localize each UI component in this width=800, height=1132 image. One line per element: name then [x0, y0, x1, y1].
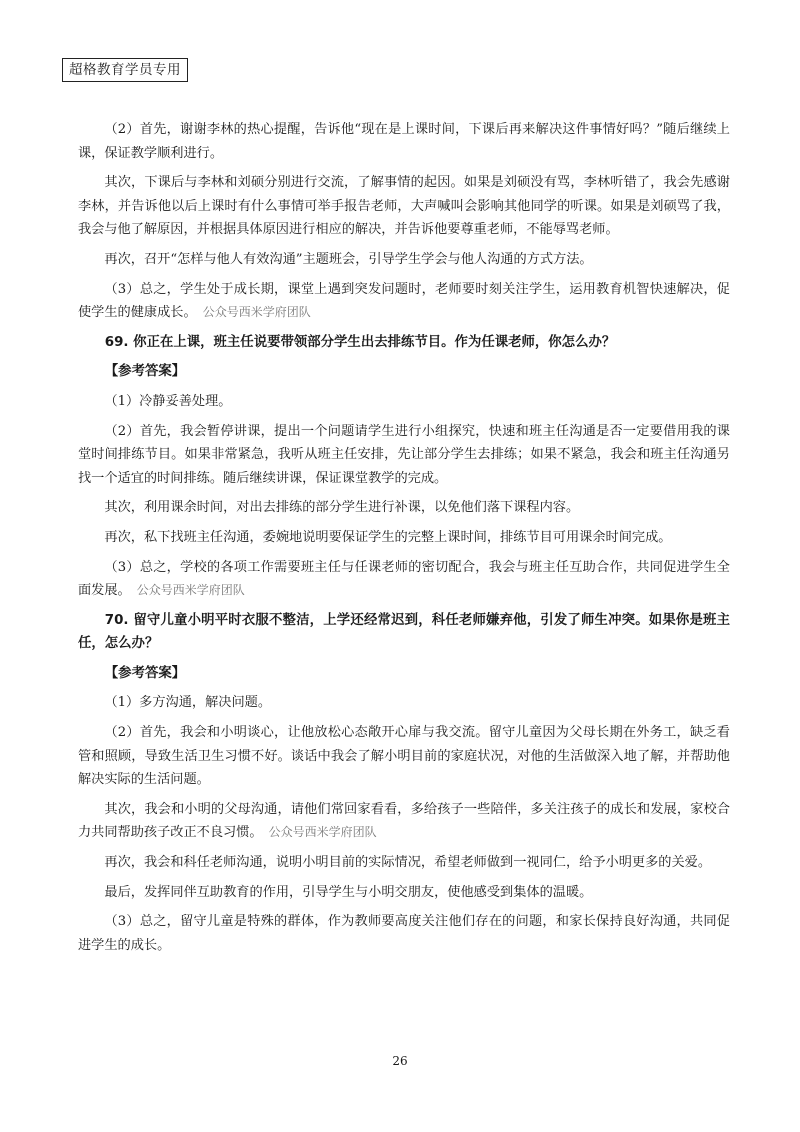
page-number: 26: [392, 1054, 408, 1068]
paragraph: （1）冷静妥善处理。: [104, 393, 232, 409]
watermark-text: 公众号西米学府团队: [136, 583, 245, 598]
paragraph: 再次，私下找班主任沟通，委婉地说明要保证学生的完整上课时间，排练节目可用课余时间完成。: [104, 529, 672, 545]
question-heading: 70. 留守儿童小明平时衣服不整洁，上学还经常迟到，科任老师嫌弃他，引发了师生冲突。如果你是班主任，怎么办？: [78, 612, 730, 652]
paragraph: 再次，我会和科任老师沟通，说明小明目前的实际情况，希望老师做到一视同仁，给予小明更多的关爱。: [104, 855, 712, 871]
watermark-text: 公众号西米学府团队: [268, 825, 377, 840]
paragraph: （2）首先，我会和小明谈心，让他放松心态敞开心扉与我交流。留守儿童因为父母长期在外务工，缺乏看管和照顾，导致生活卫生习惯不好。谈话中我会了解小明目前的家庭状况，对他的生活做深入地了解，并帮助他解决实际的生活问题。: [78, 725, 730, 788]
paragraph: （2）首先，我会暂停讲课，提出一个问题请学生进行小组探究，快速和班主任沟通是否一定要借用我的课堂时间排练节目。如果非常紧急，我听从班主任安排，先让部分学生去排练；如果不紧急，我会和班主任沟通另找一个适宜的时间排练。随后继续讲课，保证课堂教学的完成。: [78, 423, 730, 486]
answer-label: 【参考答案】: [104, 665, 186, 681]
question-heading: 69. 你正在上课，班主任说要带领部分学生出去排练节目。作为任课老师，你怎么办？: [104, 334, 616, 350]
paragraph: 再次，召开“怎样与他人有效沟通”主题班会，引导学生学会与他人沟通的方式方法。: [104, 251, 593, 267]
document-body: [78, 118, 730, 963]
paragraph: 其次，利用课余时间，对出去排练的部分学生进行补课，以免他们落下课程内容。: [104, 500, 580, 516]
paragraph: （3）总之，学生处于成长期，课堂上遇到突发问题时，老师要时刻关注学生，运用教育机智快速解决，促使学生的健康成长。 公众号西米学府团队: [78, 281, 730, 321]
paragraph: （1）多方沟通，解决问题。: [104, 695, 272, 711]
paragraph: （3）总之，留守儿童是特殊的群体，作为教师要高度关注他们存在的问题，和家长保持良好沟通，共同促进学生的成长。: [78, 914, 730, 953]
paragraph: 其次，我会和小明的父母沟通，请他们常回家看看，多给孩子一些陪伴，多关注孩子的成长和发展，家校合力共同帮助孩子改正不良习惯。 公众号西米学府团队: [78, 801, 730, 841]
watermark-text: 公众号西米学府团队: [202, 305, 311, 320]
answer-label: 【参考答案】: [104, 364, 186, 380]
paragraph: 其次，下课后与李林和刘硕分别进行交流，了解事情的起因。如果是刘硕没有骂，李林听错了，我会先感谢李林，并告诉他以后上课时有什么事情可举手报告老师，大声喊叫会影响其他同学的听课。如果是刘硕骂了我，我会与他了解原因，并根据具体原因进行相应的解决，并告诉他要尊重老师，不能辱骂老师。: [78, 175, 730, 238]
header-label: 超格教育学员专用: [62, 58, 188, 82]
paragraph: 最后，发挥同伴互助教育的作用，引导学生与小明交朋友，使他感受到集体的温暖。: [104, 884, 593, 900]
paragraph: （2）首先，谢谢李林的热心提醒，告诉他“现在是上课时间，下课后再来解决这件事情好吗？”随后继续上课，保证教学顺利进行。: [78, 122, 730, 161]
paragraph: （3）总之，学校的各项工作需要班主任与任课老师的密切配合，我会与班主任互助合作，共同促进学生全面发展。 公众号西米学府团队: [78, 559, 730, 599]
